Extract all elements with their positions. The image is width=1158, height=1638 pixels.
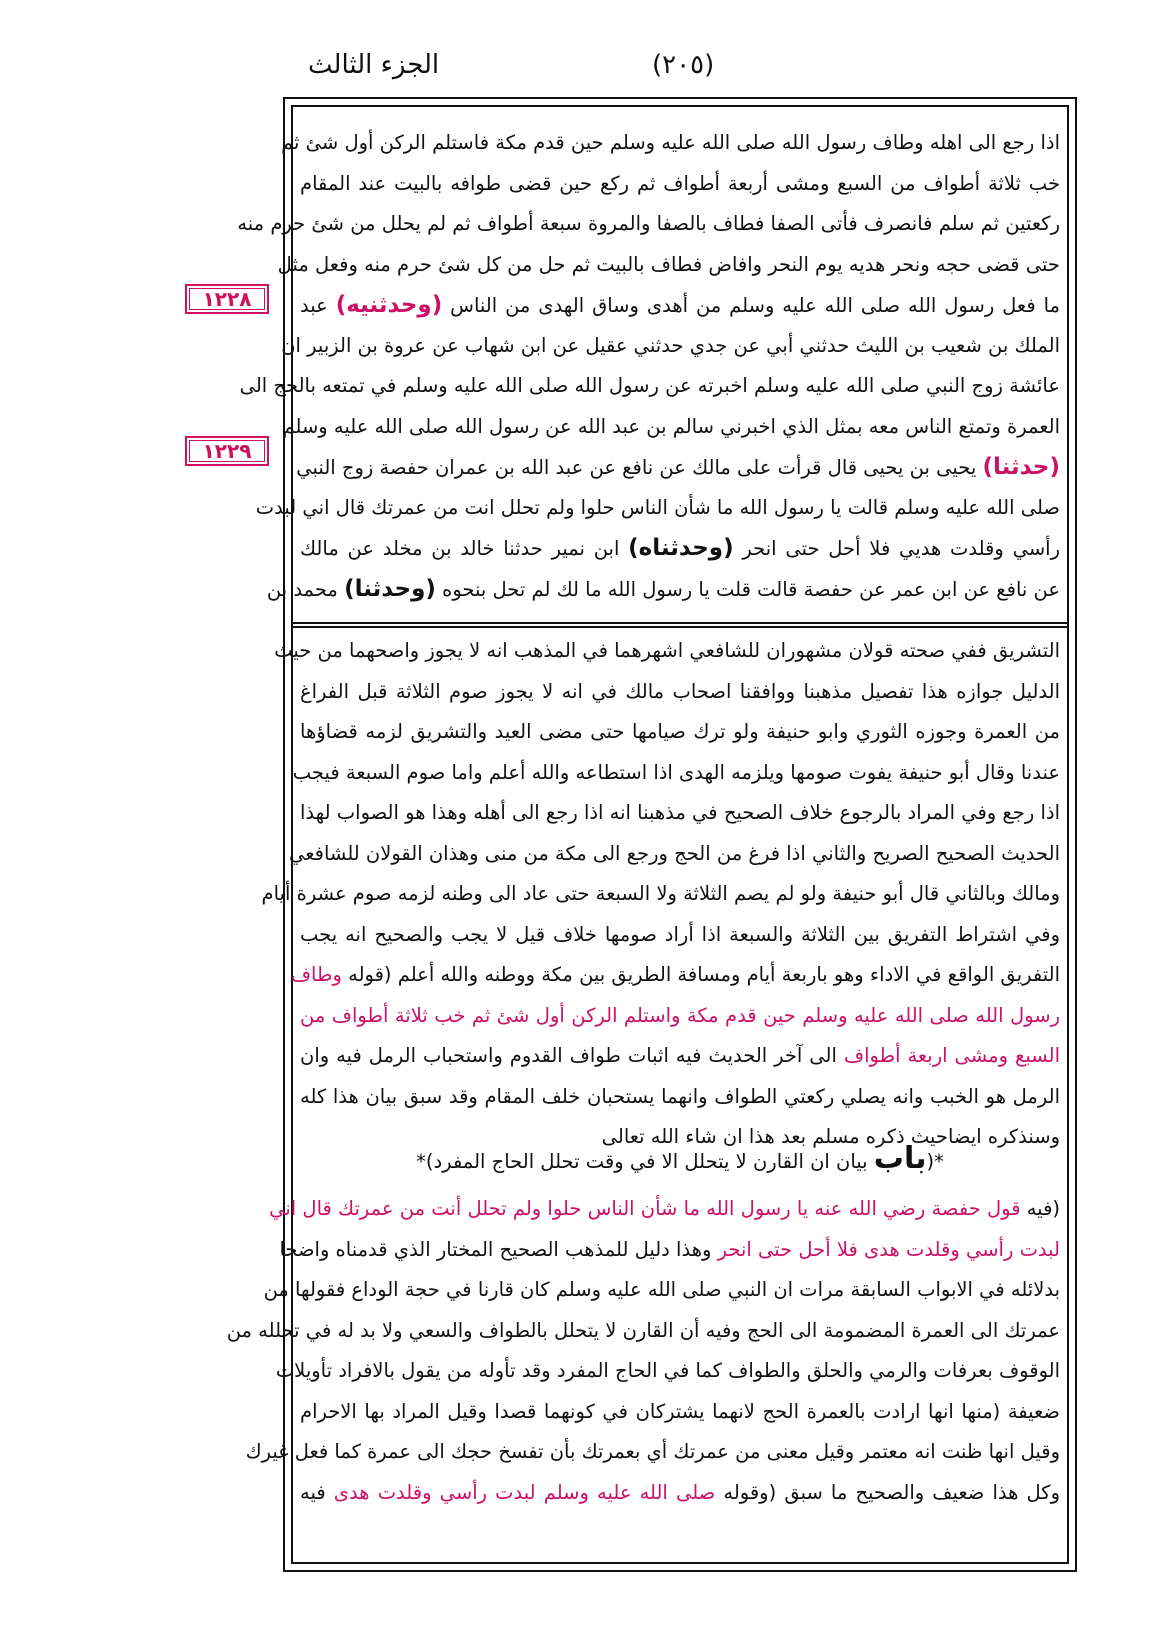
- text-line: [300, 916, 1060, 954]
- text-run: من العمرة وجوزه الثوري وابو حنيفة ولو ترك صيامها حتى مضى العيد والتشريق لزمه قضاؤها: [300, 720, 1060, 743]
- text-line: [269, 1190, 1060, 1228]
- chapter-heading-prefix: *(: [926, 1150, 944, 1173]
- text-run: ابن نمير حدثنا خالد بن مخلد عن مالك: [300, 537, 629, 560]
- text-run: رأسي وقلدت هديي فلا أحل حتى انحر: [733, 537, 1060, 560]
- text-run: وكل هذا ضعيف والصحيح ما سبق (وقوله: [715, 1480, 1061, 1504]
- text-run: وهذا دليل للمذهب الصحيح المختار الذي قدمناه واضحا: [279, 1237, 718, 1261]
- text-run: وقيل انها ظنت انه معتمر وقيل معنى من عمرتك أي بعمرتك بأن تفسخ حجك الى عمرة كما فعل غيرك: [245, 1440, 1060, 1463]
- section-divider: [291, 622, 1069, 628]
- chapter-heading: [300, 1140, 1060, 1178]
- text-line: [274, 632, 1060, 670]
- text-line: [300, 1474, 1060, 1512]
- text-run: ضعيفة (منها انها ارادت بالعمرة الحج لانهما يشتركان في كونهما قصدا وقيل المراد بها الاحرام: [300, 1399, 1060, 1423]
- text-run: التشريق ففي صحته قولان مشهوران للشافعي اشهرهما في المذهب انه لا يجوز واصحهما من حيث: [274, 639, 1060, 662]
- text-run: قول حفصة رضي الله عنه يا رسول الله ما شأن الناس حلوا ولم تحلل أنت من عمرتك قال اني: [269, 1197, 1021, 1220]
- text-run: (قوله: [341, 963, 392, 986]
- hadith-number-badge: ١٢٢٩: [185, 436, 269, 466]
- text-line: [281, 124, 1060, 162]
- text-line: [261, 875, 1060, 913]
- text-run: الى آخر الحديث فيه اثبات طواف القدوم واستحباب الرمل فيه وان: [300, 1044, 844, 1067]
- text-line: [290, 956, 1060, 994]
- text-line: [300, 286, 1060, 324]
- text-run: اذا رجع وفي المراد بالرجوع خلاف الصحيح في مذهبنا انه اذا رجع الى أهله وهذا هو الصواب لهذا: [300, 801, 1060, 824]
- text-line: [300, 997, 1060, 1035]
- text-run: (وحدثنيه): [335, 292, 443, 318]
- text-run: فيه: [300, 1480, 334, 1504]
- text-run: العمرة وتمتع الناس معه بمثل الذي اخبرني سالم بن عبد الله عن رسول الله صلى الله عليه وسلم: [282, 414, 1060, 438]
- text-run: خب ثلاثة أطواف من السبع ومشى أربعة أطواف ثم ركع حين قضى طوافه بالبيت عند المقام: [300, 171, 1060, 195]
- text-line: [300, 794, 1060, 832]
- text-line: [239, 367, 1060, 405]
- text-run: اذا رجع الى اهله وطاف رسول الله صلى الله عليه وسلم حين قدم مكة فاستلم الركن أول شئ ثم: [281, 131, 1060, 154]
- text-line: [255, 489, 1060, 527]
- text-line: [289, 835, 1060, 873]
- text-line: [300, 673, 1060, 711]
- text-line: [279, 1231, 1060, 1269]
- text-run: الرمل هو الخبب وانه يصلي ركعتي الطواف وانهما يستحبان خلف المقام وقد سبق بيان هذا كله: [300, 1084, 1060, 1108]
- text-run: وطاف: [290, 963, 342, 986]
- text-run: عبد: [300, 294, 336, 317]
- text-run: ومالك وبالثاني قال أبو حنيفة ولو لم يصم الثلاثة ولا السبعة حتى عاد الى وطنه لزمه صوم عشرة أيام: [261, 882, 1060, 905]
- hadith-number-badge: ١٢٢٨: [185, 284, 269, 314]
- text-line: [296, 448, 1060, 486]
- text-line: [300, 529, 1060, 567]
- text-run: حتى قضى حجه ونحر هديه يوم النحر وافاض فطاف بالبيت ثم حل من كل شئ حرم منه وفعل مثل: [277, 252, 1060, 276]
- text-line: [277, 246, 1060, 284]
- text-line: [281, 327, 1060, 365]
- text-run: ركعتين ثم سلم فانصرف فأتى الصفا فطاف بالصفا والمروة سبعة أطواف ثم لم يحلل من شئ حرم منه: [237, 212, 1060, 235]
- text-line: [237, 205, 1060, 243]
- text-line: [300, 713, 1060, 751]
- text-run: صلى الله عليه وسلم لبدت رأسي وقلدت هدى: [333, 1480, 716, 1504]
- text-line: [292, 754, 1060, 792]
- text-run: بدلائله في الابواب السابقة مرات ان النبي صلى الله عليه وسلم كان قارنا في حجة الوداع فقولها من: [263, 1278, 1060, 1301]
- text-line: [300, 1078, 1060, 1116]
- text-run: يحيى بن يحيى قال قرأت على مالك عن نافع عن عبد الله بن عمران حفصة زوج النبي: [296, 456, 983, 479]
- text-run: الملك بن شعيب بن الليث حدثني أبي عن جدي حدثني عقيل عن ابن شهاب عن عروة بن الزبير ان: [281, 333, 1060, 357]
- chapter-heading-title: بيان ان القارن لا يتحلل الا في وقت تحلل الحاج المفرد)*: [416, 1150, 874, 1173]
- text-line: [300, 1393, 1060, 1431]
- text-run: رسول الله صلى الله عليه وسلم حين قدم مكة واستلم الركن أول شئ ثم خب ثلاثة أطواف من: [300, 1003, 1060, 1027]
- text-line: [245, 1433, 1060, 1471]
- text-run: وفي اشتراط التفريق بين الثلاثة والسبعة اذا أراد صومها خلاف قيل لا يجب والصحيح انه يجب: [300, 922, 1060, 946]
- text-run: وسنذكره ايضاحيث ذكره مسلم بعد هذا ان شاء الله تعالى: [601, 1125, 1060, 1148]
- text-run: صلى الله عليه وسلم قالت يا رسول الله ما شأن الناس حلوا ولم تحلل انت من عمرتك قال اني لبدت: [255, 495, 1060, 519]
- volume-title: الجزء الثالث: [308, 50, 440, 80]
- text-run: (حدثنا): [982, 454, 1060, 480]
- text-line: [300, 165, 1060, 203]
- text-run: محمد بن: [266, 577, 345, 601]
- text-run: عائشة زوج النبي صلى الله عليه وسلم اخبرته عن رسول الله صلى الله عليه وسلم في تمتعه بالحج الى: [239, 374, 1060, 397]
- text-run: ما فعل رسول الله صلى الله عليه وسلم من أهدى وساق الهدى من الناس: [442, 294, 1060, 317]
- text-line: [266, 570, 1060, 608]
- text-run: (وحدثناه): [628, 535, 734, 561]
- text-run: الوقوف بعرفات والرمي والحلق والطواف كما في الحاج المفرد وقد تأوله من يقول بالافراد تأويلات: [275, 1359, 1060, 1382]
- text-line: [282, 408, 1060, 446]
- text-run: التفريق الواقع في الاداء وهو باربعة أيام ومسافة الطريق بين مكة ووطنه والله أعلم: [391, 963, 1060, 986]
- text-run: (وحدثنا): [344, 575, 436, 602]
- text-line: [226, 1312, 1060, 1350]
- text-run: الحديث الصحيح الصريح والثاني اذا فرغ من الحج ورجع الى مكة من منى وهذان القولان للشافعي: [289, 841, 1060, 865]
- text-line: [300, 1037, 1060, 1075]
- text-line: [275, 1352, 1060, 1390]
- text-run: لبدت رأسي وقلدت هدى فلا أحل حتى انحر: [717, 1237, 1060, 1261]
- page-number: (٢٠٥): [652, 50, 715, 80]
- text-run: عن نافع عن ابن عمر عن حفصة قالت قلت يا رسول الله ما لك لم تحل بنحوه: [435, 577, 1060, 601]
- text-run: السبع ومشى اربعة أطواف: [843, 1044, 1060, 1067]
- text-run: (فيه: [1020, 1197, 1060, 1220]
- text-line: [263, 1271, 1060, 1309]
- text-run: عمرتك الى العمرة المضمومة الى الحج وفيه أن القارن لا يتحلل بالطواف والسعي ولا بد له في تحلله من: [226, 1318, 1060, 1342]
- chapter-heading-bab: باب: [873, 1141, 927, 1176]
- text-run: الدليل جوازه هذا تفصيل مذهبنا ووافقنا اصحاب مالك في انه لا يجوز صوم الثلاثة قبل الفراغ: [300, 679, 1060, 703]
- text-run: عندنا وقال أبو حنيفة يفوت صومها ويلزمه الهدى اذا استطاعه والله أعلم واما صوم السبعة فيجب: [292, 760, 1060, 784]
